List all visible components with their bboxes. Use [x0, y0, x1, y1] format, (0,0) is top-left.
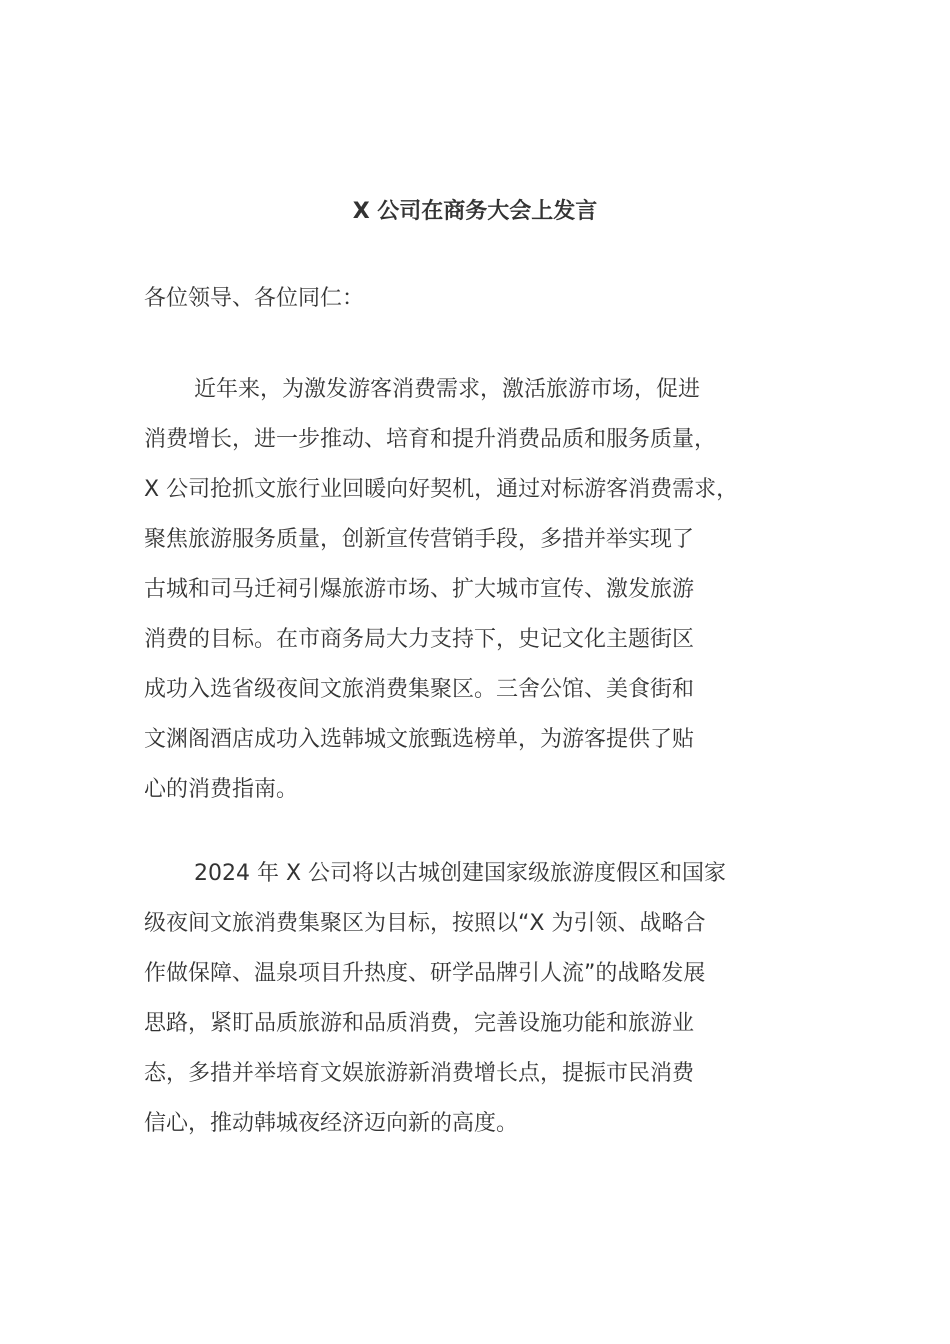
paragraph-line: 2024 年 X 公司将以古城创建国家级旅游度假区和国家 [194, 861, 727, 886]
paragraph-line: 聚焦旅游服务质量，创新宣传营销手段，多措并举实现了 [144, 527, 695, 552]
document-title: X 公司在商务大会上发言 [352, 199, 598, 224]
paragraph-line: 成功入选省级夜间文旅消费集聚区。三舍公馆、美食街和 [144, 677, 695, 702]
paragraph-line: 文渊阁酒店成功入选韩城文旅甄选榜单，为游客提供了贴 [144, 727, 695, 752]
paragraph-line: 消费的目标。在市商务局大力支持下，史记文化主题街区 [144, 627, 695, 652]
paragraph-line: 消费增长，进一步推动、培育和提升消费品质和服务质量， [144, 427, 717, 452]
greeting-line: 各位领导、各位同仁： [144, 286, 365, 311]
paragraph-line: 信心，推动韩城夜经济迈向新的高度。 [144, 1111, 519, 1136]
paragraph-1 [144, 365, 844, 815]
paragraph-line: 思路，紧盯品质旅游和品质消费，完善设施功能和旅游业 [144, 1011, 695, 1036]
paragraph-line: 级夜间文旅消费集聚区为目标，按照以“X 为引领、战略合 [144, 911, 706, 936]
paragraph-line: 近年来，为激发游客消费需求，激活旅游市场，促进 [194, 377, 701, 402]
paragraph-line: 古城和司马迁祠引爆旅游市场、扩大城市宣传、激发旅游 [144, 577, 695, 602]
paragraph-line: X 公司抢抓文旅行业回暖向好契机，通过对标游客消费需求， [144, 477, 739, 502]
paragraph-line: 态，多措并举培育文娱旅游新消费增长点，提振市民消费 [144, 1061, 695, 1086]
paragraph-line: 作做保障、温泉项目升热度、研学品牌引人流”的战略发展 [144, 961, 706, 986]
paragraph-2 [144, 849, 844, 1149]
paragraph-line: 心的消费指南。 [144, 777, 299, 802]
